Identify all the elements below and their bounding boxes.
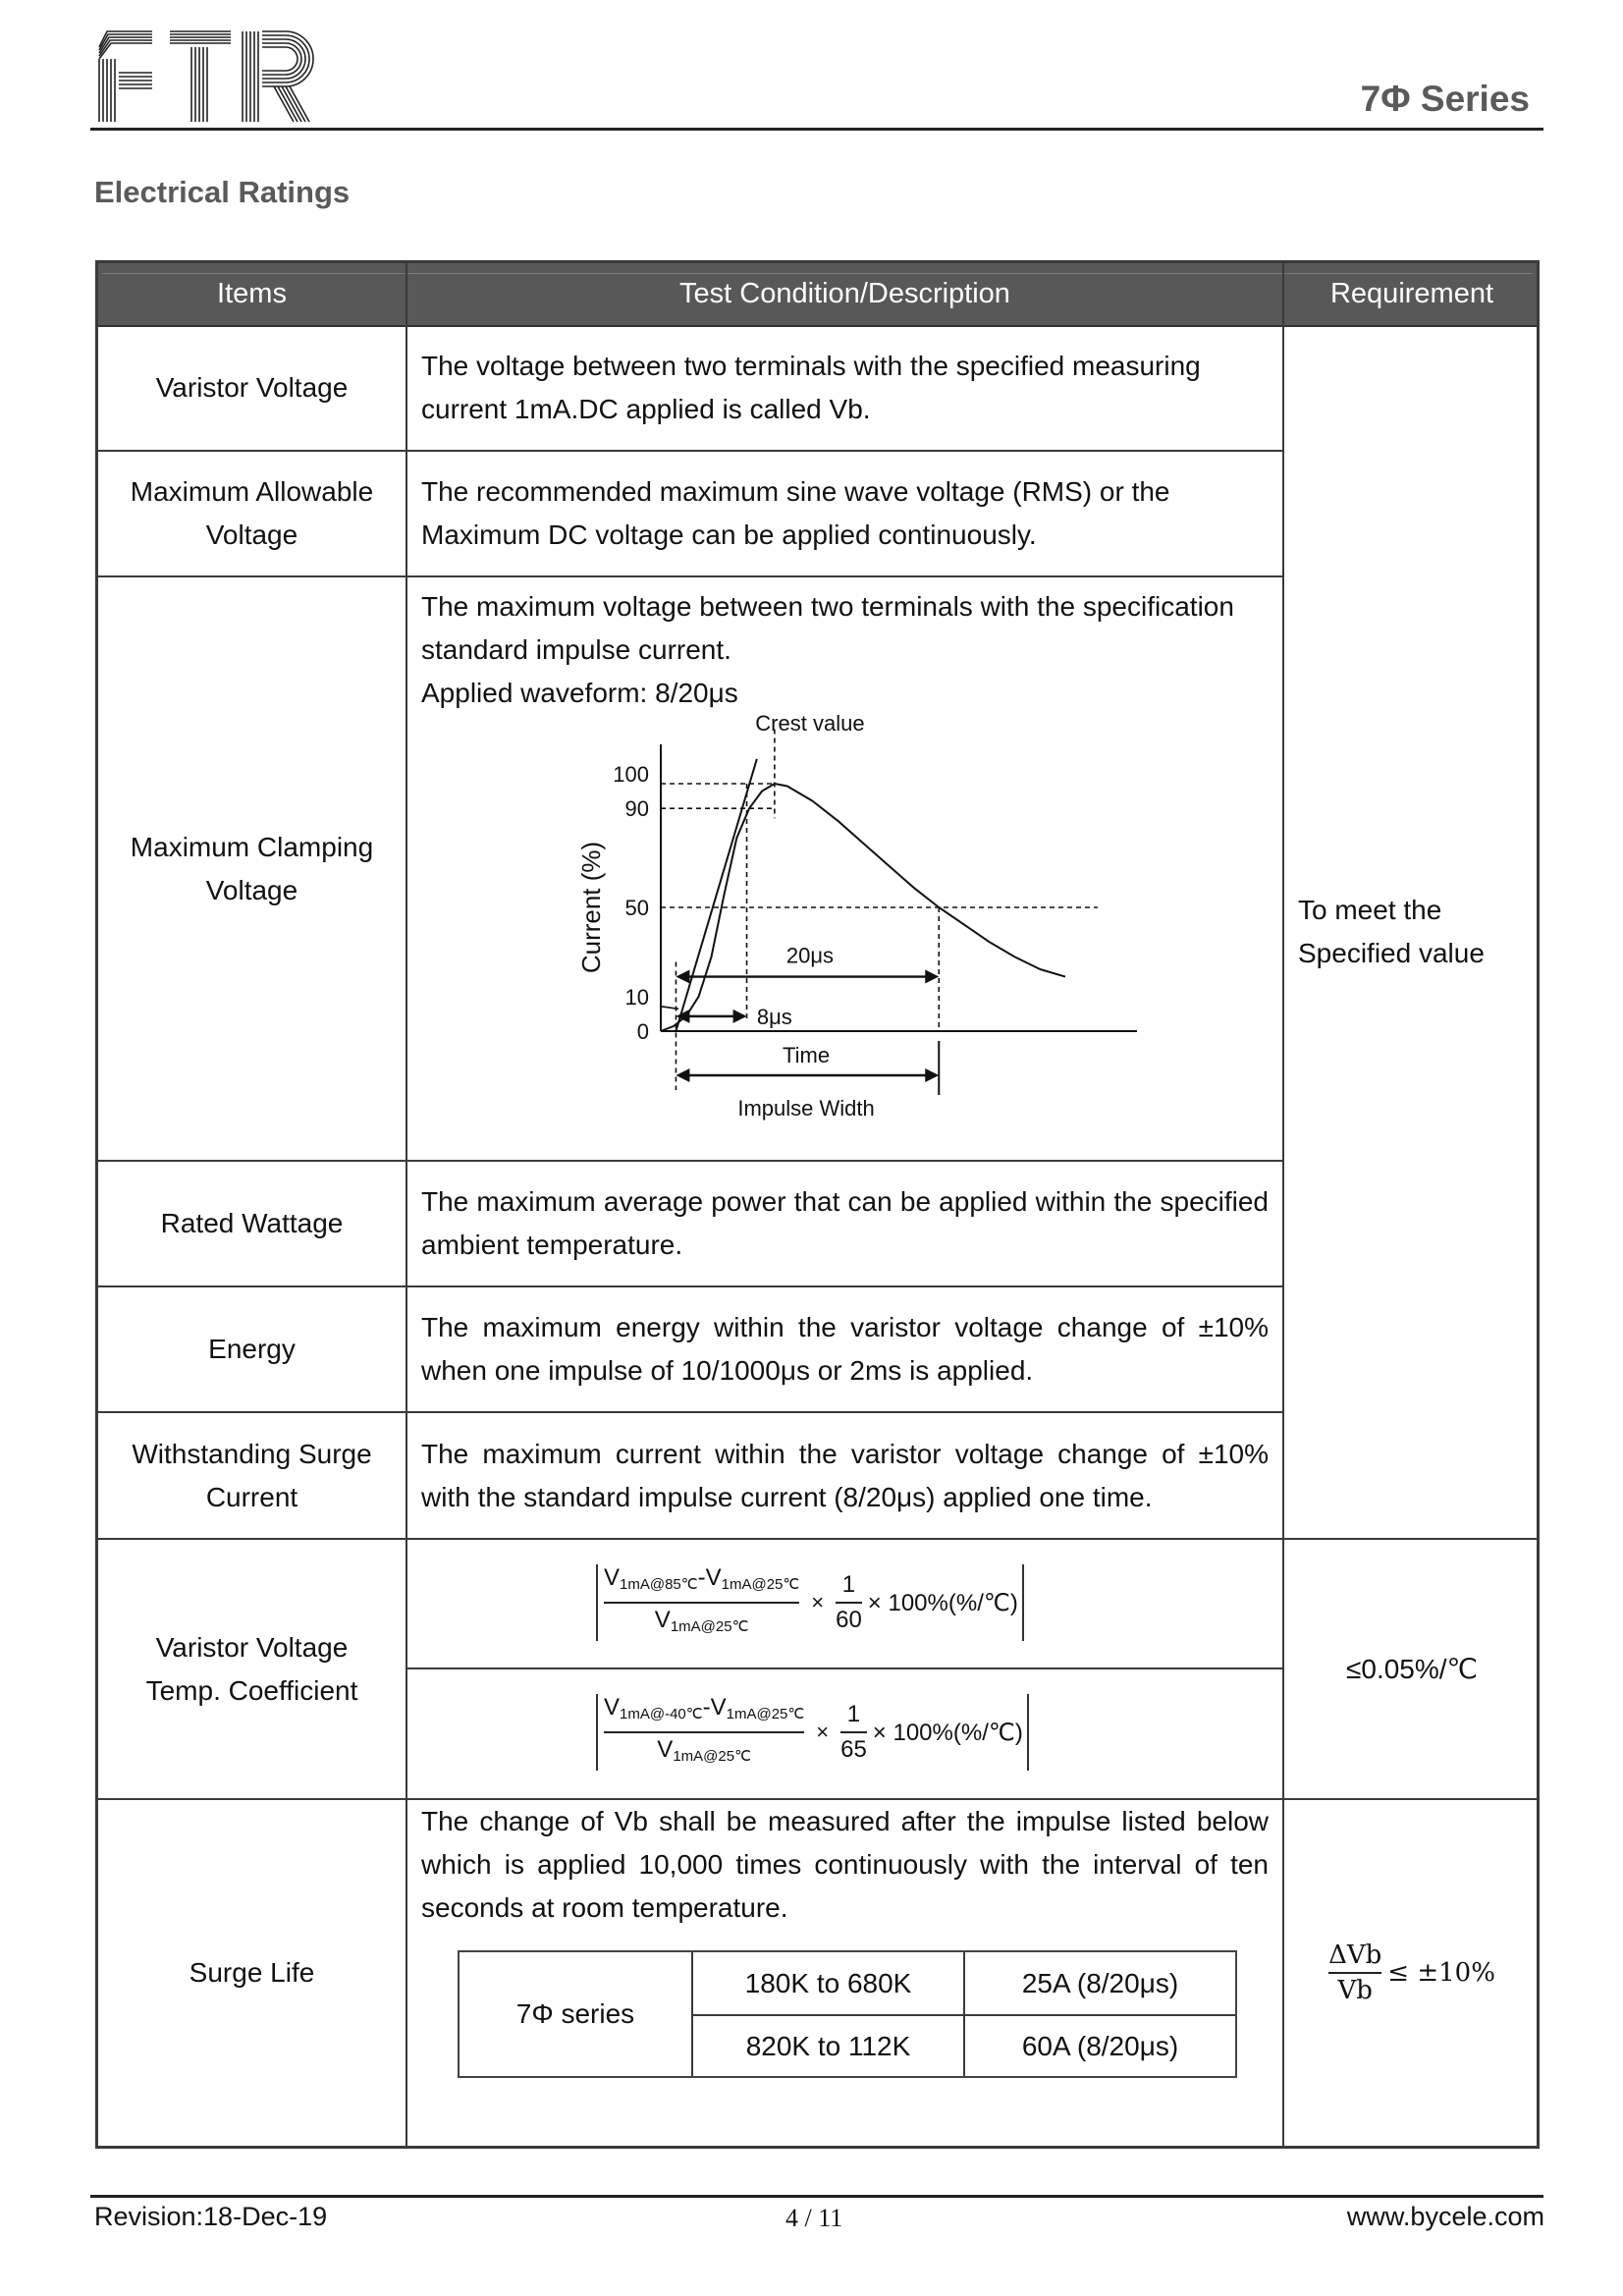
section-title: Electrical Ratings (94, 175, 351, 209)
header-divider (90, 128, 1543, 131)
surge-table-current: 60A (8/20μs) (1021, 2030, 1179, 2061)
fraction: $\frac{V_{1mA@-40℃}-V_{1mA@25℃}}{V_{1mA@25℃}}$ (604, 1694, 805, 1765)
requirement-specified-value: To meet the Specified value (1298, 895, 1485, 968)
abs-bar-left (596, 1564, 598, 1641)
temp-coefficient-formula-low: $\frac{V_{1mA@-40℃}-V_{1mA@25℃}}{V_{1mA@25℃}}$ × $\frac{1}{65}$ × 100%(%/℃) (596, 1691, 1029, 1774)
arrow-8us-head-right (733, 1010, 747, 1023)
y-tick-label: 50 (624, 896, 649, 920)
table-row-description: The maximum voltage between two terminals with the specification standard impulse current. Applied waveform: 8/20μs (421, 591, 1234, 708)
page-number: 4 / 11 (785, 2204, 843, 2232)
y-tick-label: 0 (636, 1019, 649, 1044)
table-row-item: Energy (208, 1334, 296, 1364)
crest-value-label: Crest value (755, 715, 865, 736)
label-20us: 20μs (785, 943, 835, 968)
x-axis-label: Time (783, 1043, 831, 1067)
table-row-item: Withstanding Surge Current (132, 1438, 372, 1512)
surge-table-range: 820K to 112K (745, 2030, 911, 2061)
waveform-line (661, 784, 1065, 1031)
logo-letter-r (243, 31, 313, 122)
table-row-item: Rated Wattage (160, 1208, 344, 1238)
impulse-width-label: Impulse Width (737, 1096, 875, 1121)
footer-divider (90, 2195, 1543, 2198)
table-row-description: The maximum energy within the varistor voltage change of ±10% when one impulse of 10/1000μs or 2ms is applied. (421, 1312, 1269, 1386)
arrow-impulse-width-head-right (925, 1068, 939, 1082)
table-row-item: Maximum Clamping Voltage (130, 831, 374, 905)
electrical-ratings-table (95, 260, 1540, 2149)
series-title: 7Φ Series (1360, 79, 1530, 119)
front-tangent-line (676, 759, 756, 1031)
logo-letter-f (99, 31, 152, 122)
y-tick-label: 100 (613, 762, 649, 787)
arrow-impulse-width-head-left (676, 1068, 689, 1082)
logo-letter-t (170, 31, 231, 122)
website-link[interactable]: www.bycele.com (1346, 2202, 1544, 2231)
surge-table-series: 7Φ series (515, 1998, 635, 2029)
table-header-row (98, 263, 1537, 327)
table-row-item: Maximum Allowable Voltage (130, 476, 374, 550)
table-row-description: The maximum current within the varistor voltage change of ±10% with the standard impulse current (8/20μs) applied one time. (421, 1438, 1269, 1512)
table-row-description: The maximum average power that can be applied within the specified ambient temperature. (421, 1186, 1269, 1260)
column-header-items: Items (217, 278, 287, 309)
table-row-description: The voltage between two terminals with the specified measuring current 1mA.DC applied is called Vb. (421, 351, 1201, 424)
revision-date: Revision:18-Dec-19 (94, 2202, 328, 2231)
requirement-surge-life: $\frac{\text{ΔVb}}{Vb}$ ≤ ±10% (1328, 1941, 1495, 2005)
impulse-waveform-chart (543, 715, 1250, 1147)
y-tick-label: 90 (624, 796, 649, 822)
column-header-requirement: Requirement (1329, 278, 1494, 309)
surge-life-table (458, 1950, 1237, 2078)
temp-coefficient-formula-high: $\frac{V_{1mA@85℃}-V_{1mA@25℃}}{V_{1mA@25℃}}$ × $\frac{1}{60}$ × 100%(%/℃) (596, 1561, 1024, 1644)
abs-bar-left (596, 1694, 598, 1771)
y-axis-label: Current (%) (576, 841, 606, 974)
label-8us: 8μs (756, 1004, 792, 1029)
y-tick-label: 10 (624, 984, 649, 1010)
fraction: $\frac{V_{1mA@85℃}-V_{1mA@25℃}}{V_{1mA@25℃}}$ (604, 1564, 800, 1635)
arrow-20us-head-left (676, 970, 689, 984)
arrow-20us-head-right (925, 970, 939, 984)
requirement-temp-coefficient: ≤0.05%/℃ (1346, 1653, 1478, 1684)
table-row-description: The change of Vb shall be measured after the impulse listed below which is applied 10,000 times continuously with the interval of ten seconds at room temperature. (421, 1806, 1269, 1923)
table-row-item: Surge Life (189, 1957, 315, 1988)
ftr-logo (93, 26, 329, 124)
abs-bar-right (1022, 1564, 1024, 1641)
table-row-item: Varistor Voltage Temp. Coefficient (145, 1631, 358, 1706)
abs-bar-right (1027, 1694, 1029, 1771)
surge-table-range: 180K to 680K (744, 1967, 912, 1998)
table-row-description: The recommended maximum sine wave voltage (RMS) or the Maximum DC voltage can be applied continuously. (421, 476, 1170, 550)
fraction: $\frac{1}{65}$ (840, 1701, 867, 1763)
row-divider (407, 1667, 1282, 1669)
column-header-test-condition: Test Condition/Description (679, 278, 1010, 309)
surge-table-current: 25A (8/20μs) (1021, 1967, 1179, 1998)
fraction: $\frac{1}{60}$ (836, 1571, 862, 1633)
table-row-item: Varistor Voltage (155, 372, 349, 403)
